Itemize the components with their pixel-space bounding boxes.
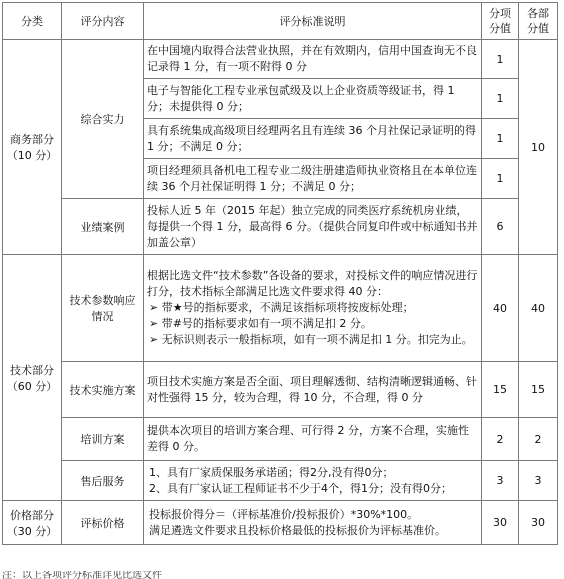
standard-text: 提供本次项目的培训方案合理、可行得 2 分，方案不合理，实施性差得 0 分。 [144,418,482,461]
item-score: 1 [482,119,519,159]
item-score: 1 [482,40,519,79]
content-training: 培训方案 [62,418,144,461]
standard-text: 项目技术实施方案是否全面、项目理解透彻、结构清晰逻辑通畅、针对性强得 15 分，较为合理，得 10 分，不合理，得 0 分 [144,362,482,418]
table-row [3,362,558,418]
standard-text: 项目经理须具备机电工程专业二级注册建造师执业资格且在本单位连续 36 个月社保证明得 1 分；不满足 0 分； [144,159,482,199]
bullet-item: ➢ 带#号的指标要求如有一项不满足扣 2 分。 [149,317,372,330]
standard-text: 具有系统集成高级项目经理两名且有连续 36 个月社保记录证明的得 1 分；不满足 0 分； [144,119,482,159]
header-standard: 评分标准说明 [144,3,482,40]
content-after-sales: 售后服务 [62,461,144,501]
footer-note: 注：以上各项评分标准详见比选文件 [2,571,162,579]
line-text: 投标报价得分＝（评标基准价/投标报价）*30%*100。 [149,507,419,521]
standard-text: 在中国境内取得合法营业执照，并在有效期内，信用中国查询无不良记录得 1 分，有一项不附得 0 分 [144,40,482,79]
item-score: 40 [482,255,519,362]
standard-text [144,501,482,545]
content-tech-params: 技术参数响应情况 [62,255,144,362]
bullet-item: ➢ 带★号的指标要求，不满足该指标项将按废标处理； [149,301,414,314]
header-item-score: 分项分值 [482,3,519,40]
line-text: 1、具有厂家质保服务承诺函；得2分,没有得0分； [149,465,394,479]
item-score: 3 [482,461,519,501]
section-score: 15 [519,362,558,418]
section-score: 40 [519,255,558,362]
standard-text: 电子与智能化工程专业承包贰级及以上企业资质等级证书，得 1 分；未提供得 0 分； [144,79,482,119]
bullet-item: ➢ 无标识则表示一般指标项，如有一项不满足扣 1 分。扣完为止。 [149,333,473,346]
section-score: 3 [519,461,558,501]
item-score: 30 [482,501,519,545]
bullet-text: 带#号的指标要求如有一项不满足扣 2 分。 [161,317,372,330]
item-score: 1 [482,79,519,119]
category-technical: 技术部分（60 分） [3,255,62,501]
table-row [3,199,558,255]
section-score-business: 10 [519,40,558,255]
content-comprehensive: 综合实力 [62,40,144,199]
header-category: 分类 [3,3,62,40]
table-row [3,418,558,461]
category-business: 商务部分（10 分） [3,40,62,255]
scoring-table [2,2,558,545]
content-tech-plan: 技术实施方案 [62,362,144,418]
line-text: 满足遴选文件要求且投标价格最低的投标报价为评标基准价。 [149,523,446,537]
standard-text [144,461,482,501]
item-score: 2 [482,418,519,461]
header-content: 评分内容 [62,3,144,40]
item-score: 1 [482,159,519,199]
section-score: 2 [519,418,558,461]
table-row [3,461,558,501]
content-price: 评标价格 [62,501,144,545]
item-score: 15 [482,362,519,418]
table-row [3,255,558,362]
bullet-text: 带★号的指标要求，不满足该指标项将按废标处理； [161,301,414,314]
category-price: 价格部分（30 分） [3,501,62,545]
content-case: 业绩案例 [62,199,144,255]
bullet-text: 无标识则表示一般指标项，如有一项不满足扣 1 分。扣完为止。 [161,333,473,346]
line-text: 2、具有厂家认证工程师证书不少于4个，得1分；没有得0分； [149,481,452,495]
item-score: 6 [482,199,519,255]
standard-text [144,255,482,362]
standard-text: 投标人近 5 年（2015 年起）独立完成的同类医疗系统机房业绩，每提供一个得 1 分，最高得 6 分。（提供合同复印件或中标通知书并加盖公章） [144,199,482,255]
section-score: 30 [519,501,558,545]
header-section-score: 各部分值 [519,3,558,40]
table-row [3,501,558,545]
header-row [3,3,558,40]
tech-intro: 根据比选文件“技术参数”各设备的要求，对投标文件的响应情况进行打分，技术指标全部满足比选文件要求得 40 分： [147,269,478,298]
table-row [3,40,558,79]
